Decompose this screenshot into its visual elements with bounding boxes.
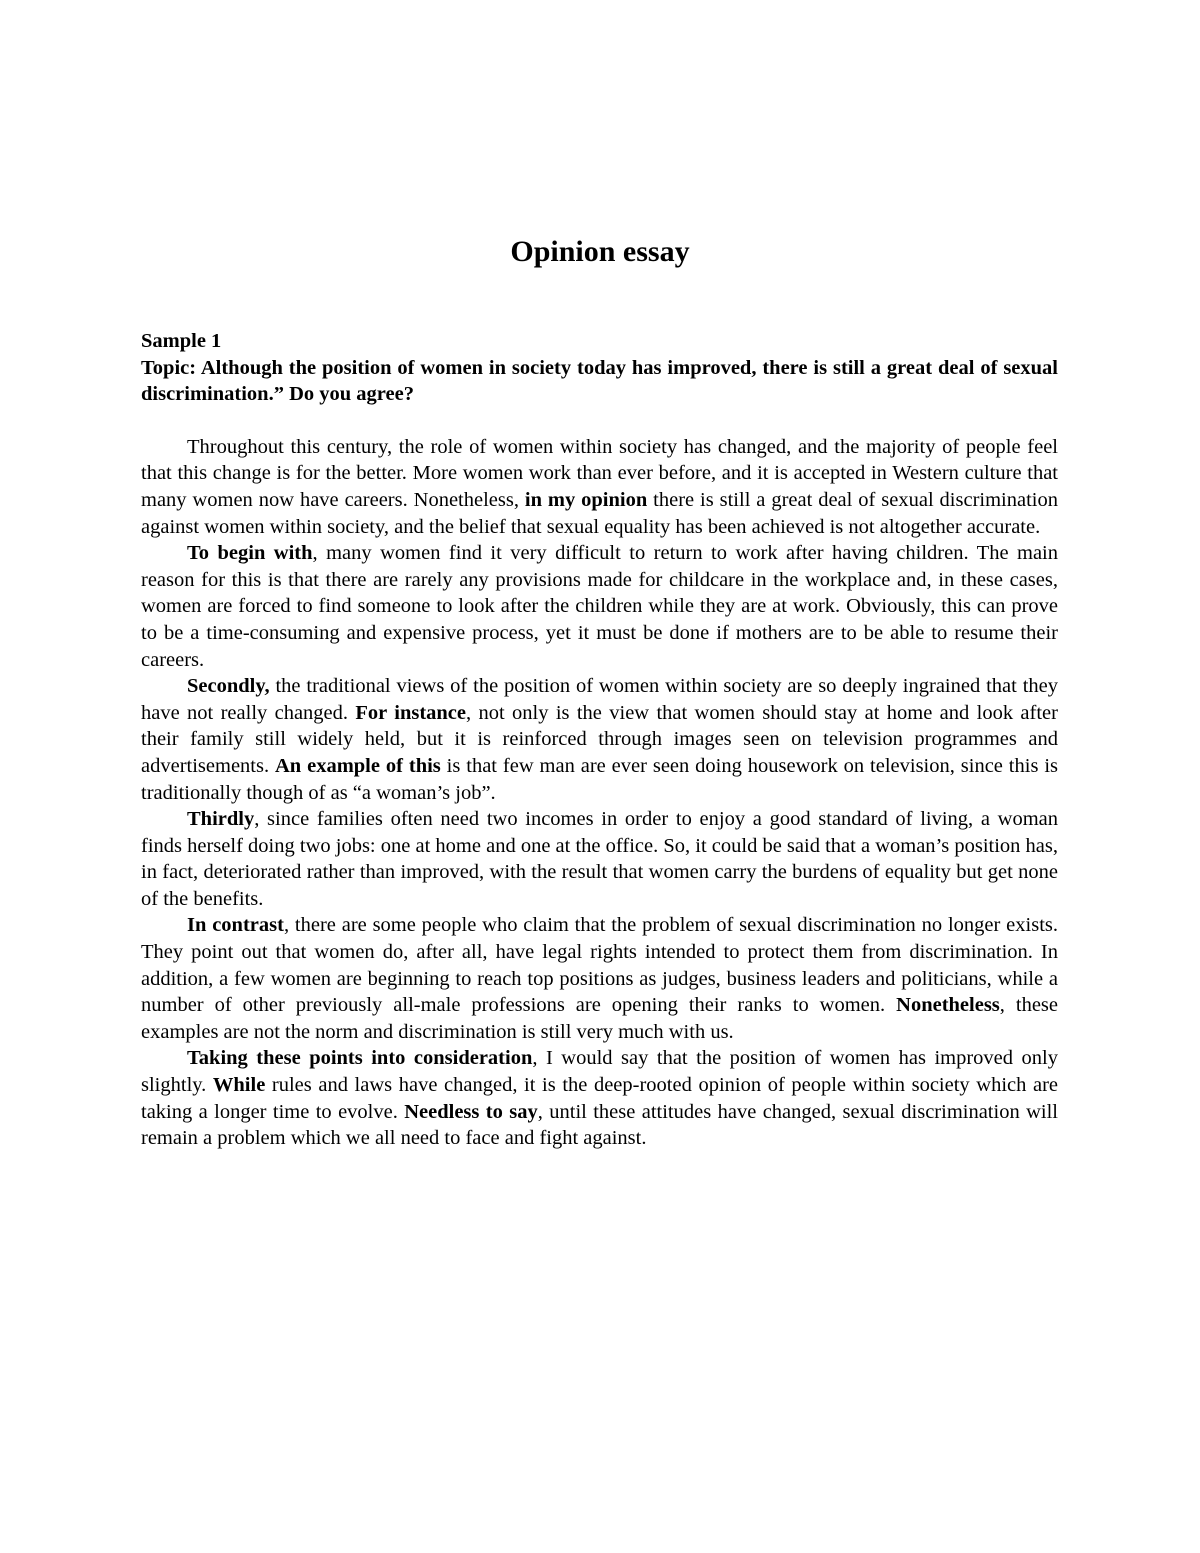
linking-phrase: To begin with [187, 542, 313, 565]
paragraph-text: , until these attitudes have changed, sexual discrimination will remain a problem which we all need to face and fight against. [141, 1100, 1058, 1150]
paragraph-text: Throughout this century, the role of women within society has changed, and the majority of people feel that this change is for the better. More women work than ever before, and it is accepted in Western culture that many women now have careers. Nonetheless, [141, 435, 1058, 511]
paragraph-text: , many women find it very difficult to return to work after having children. The main reason for this is that there are rarely any provisions made for childcare in the workplace and, in these cases, women are forced to find someone to look after the children while they are at work. Obviously, this can prove to be a time-consuming and expensive process, yet it must be done if mothers are to be able to resume their careers. [141, 542, 1058, 671]
paragraph-text: , since families often need two incomes in order to enjoy a good standard of living, a woman finds herself doing two jobs: one at home and one at the office. So, it could be said that a woman’s position has, in fact, deteriorated rather than improved, with the result that women carry the burdens of equality but get none of the benefits. [141, 808, 1058, 910]
linking-phrase: Thirdly [187, 808, 255, 831]
linking-phrase: Taking these points into consideration [187, 1047, 533, 1070]
paragraph-text: , I would say that the position of women has improved only slightly. [141, 1047, 1058, 1097]
linking-phrase: For instance [355, 701, 466, 724]
paragraph-text: , these examples are not the norm and discrimination is still very much with us. [141, 994, 1059, 1043]
paragraph-text: rules and laws have changed, it is the deep-rooted opinion of people within society which are taking a longer time to evolve. [141, 1074, 1058, 1123]
linking-phrase: Needless to say [404, 1100, 538, 1123]
linking-phrase: In contrast [187, 914, 284, 937]
paragraph-opposing-view [141, 912, 1058, 1045]
sample-label: Sample 1 [141, 330, 222, 352]
paragraph-introduction [141, 434, 1058, 540]
topic-statement: Topic: Although the position of women in society today has improved, there is still a great deal of sexual discrimination.” Do you agree? [141, 356, 1058, 406]
page-title: Opinion essay [510, 235, 690, 268]
paragraph-second-point [141, 673, 1058, 806]
paragraph-text: there is still a great deal of sexual discrimination against women within society, and the belief that sexual equality has been achieved is not altogether accurate. [141, 488, 1058, 538]
paragraph-third-point [141, 806, 1058, 912]
linking-phrase: While [212, 1074, 266, 1097]
paragraph-first-point [141, 540, 1058, 673]
linking-phrase: An example of this [275, 754, 441, 777]
paragraph-text: is that few man are ever seen doing housework on television, since this is traditionally though of as “a woman’s job”. [141, 754, 1059, 804]
linking-phrase: in my opinion [524, 488, 648, 511]
paragraph-conclusion [141, 1045, 1058, 1151]
essay-body [141, 328, 1058, 1152]
paragraph-text: the traditional views of the position of women within society are so deeply ingrained that they have not really changed. [141, 675, 1058, 724]
linking-phrase: Nonetheless [896, 994, 1000, 1017]
paragraph-text: , not only is the view that women should stay at home and look after their family still widely held, but it is reinforced through images seen on television programmes and advertisements. [141, 701, 1058, 777]
linking-phrase: Secondly, [187, 675, 270, 698]
paragraph-text: , there are some people who claim that the problem of sexual discrimination no longer exists. They point out that women do, after all, have legal rights intended to protect them from discrimination. In addition, a few women are beginning to reach top positions as judges, business leaders and politicians, while a number of other previously all-male professions are opening their ranks to women. [141, 914, 1059, 1017]
